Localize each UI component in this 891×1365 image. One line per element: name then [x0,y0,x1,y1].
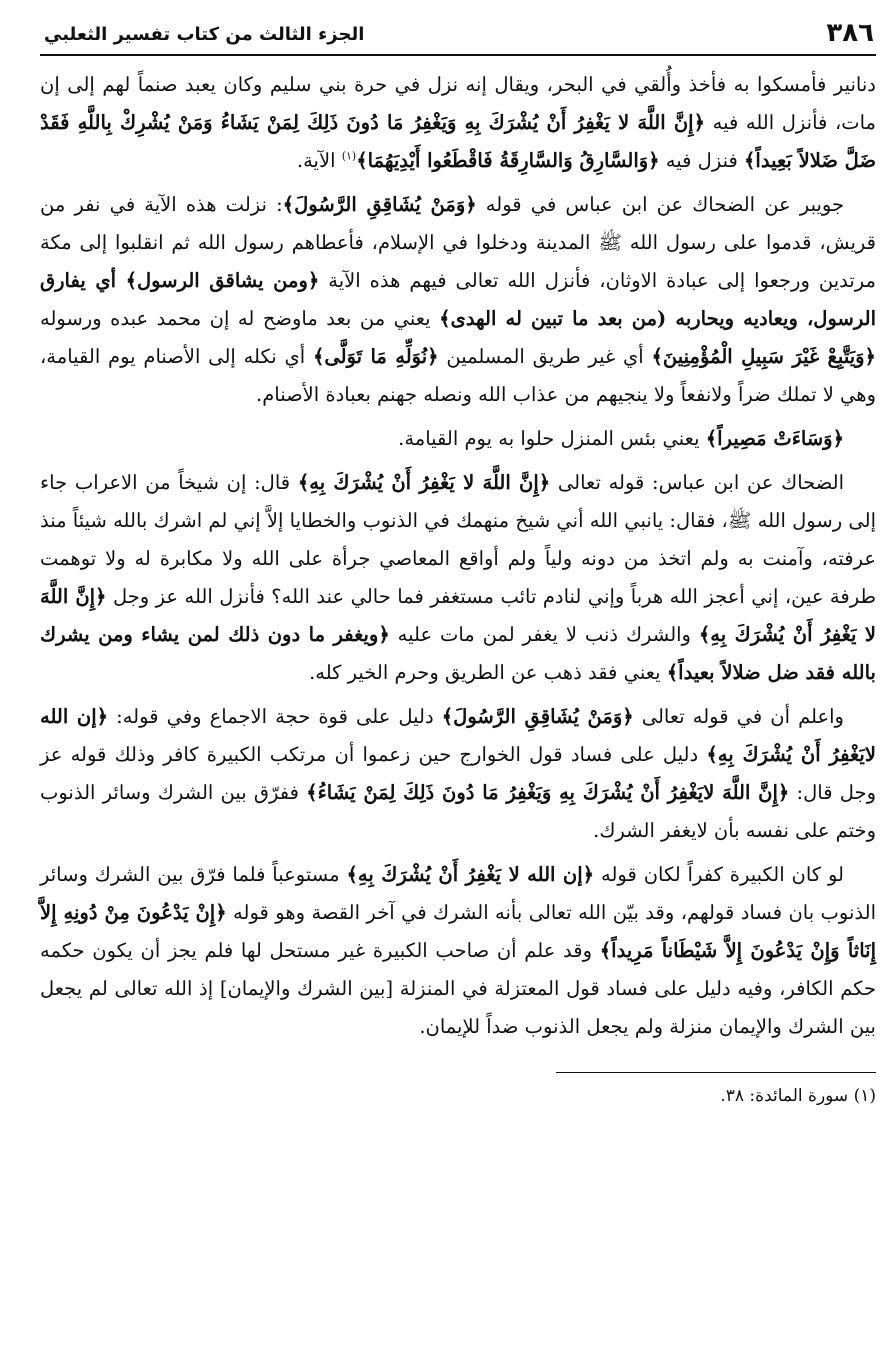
running-title: الجزء الثالث من كتاب تفسير الثعلبي [44,24,365,45]
body-text [40,66,876,1046]
paragraph-3: ﴿وَسَاءَتْ مَصِيراً﴾ يعني بئس المنزل حلوا به يوم القيامة. [398,427,844,450]
quran-verse: ﴿وَيَتَّبِعْ غَيْرَ سَبِيلِ الْمُؤْمِنِينَ﴾ [651,345,876,368]
quran-verse: ﴿إِنَّ اللَّهَ لايَغْفِرُ أَنْ يُشْرَكَ بِهِ وَيَغْفِرُ مَا دُونَ ذَلِكَ لِمَنْ يَشَاءُ﴾ [306,781,790,804]
quran-verse: ﴿إِنَّ اللَّهَ لا يَغْفِرُ أَنْ يُشْرَكَ بِهِ وَيَغْفِرُ مَا دُونَ ذَلِكَ لِمَنْ يَشَاءُ وَمَنْ يُشْرِكْ بِاللَّهِ فَقَدْ ضَلَّ ضَلالاً بَعِيداً﴾ [40,111,876,172]
quran-verse: ﴿إِنْ يَدْعُونَ مِنْ دُونِهِ إِلاَّ إِنَاثاً وَإِنْ يَدْعُونَ إِلاَّ شَيْطَاناً مَرِيداً﴾ [40,901,876,962]
book-page [40,14,876,1109]
paragraph-2: جويبر عن الضحاك عن ابن عباس في قوله ﴿وَمَنْ يُشَاقِقِ الرَّسُولَ﴾: نزلت هذه الآية في نفر من قريش، قدموا على رسول الله ﷺ المدينة ودخلوا في الإسلام، فأعطاهم رسول الله ثم انقلبوا إلى مكة مرتدين ورجعوا إلى عبادة الاوثان، فأنزل الله تعالى فيهم هذه الآية ﴿ومن يشاقق الرسول﴾ أي يفارق الرسول، ويعاديه ويحاربه (من بعد ما تبين له الهدى﴾ يعني من بعد ماوضح له إن محمد عبده ورسوله ﴿وَيَتَّبِعْ غَيْرَ سَبِيلِ الْمُؤْمِنِينَ﴾ أي غير طريق المسلمين ﴿نُوَلِّهِ مَا تَوَلَّى﴾ أي نكله إلى الأصنام يوم القيامة، وهي لا تملك ضراً ولانفعاً ولا ينجيهم من عذاب الله ونصله جهنم بعبادة الأصنام. [40,193,876,406]
quran-verse: ﴿ومن يشاقق الرسول﴾ أي يفارق الرسول، ويعاديه ويحاربه (من بعد ما تبين له الهدى﴾ [40,269,876,330]
paragraph-1: دنانير فأمسكوا به فأخذ وأُلقي في البحر، ويقال إنه نزل في حرة بني سليم وكان يعبد صنماً لهم إلى إن مات، فأنزل الله فيه ﴿إِنَّ اللَّهَ لا يَغْفِرُ أَنْ يُشْرَكَ بِهِ وَيَغْفِرُ مَا دُونَ ذَلِكَ لِمَنْ يَشَاءُ وَمَنْ يُشْرِكْ بِاللَّهِ فَقَدْ ضَلَّ ضَلالاً بَعِيداً﴾ فنزل فيه ﴿وَالسَّارِقُ وَالسَّارِقَةُ فَاقْطَعُوا أَيْدِيَهُمَا﴾$^{(١)}$ الآية. [40,73,876,172]
quran-verse: ﴿وَسَاءَتْ مَصِيراً﴾ [705,427,844,450]
quran-verse: ﴿ويغفر ما دون ذلك لمن يشاء ومن يشرك بالله فقد ضل ضلالاً بعيداً﴾ [40,623,876,684]
footnote-marker[interactable]: (١) [341,149,357,163]
page-number: ٣٨٦ [826,18,874,48]
paragraph-6: لو كان الكبيرة كفراً لكان قوله ﴿إن الله لا يَغْفِرُ أَنْ يُشْرَكَ بِهِ﴾ مستوعباً فلما فرّق بين الشرك وسائر الذنوب بان فساد قولهم، وقد بيّن الله تعالى بأنه الشرك في آخر القصة وهو قوله ﴿إِنْ يَدْعُونَ مِنْ دُونِهِ إِلاَّ إِنَاثاً وَإِنْ يَدْعُونَ إِلاَّ شَيْطَاناً مَرِيداً﴾ وقد علم أن صاحب الكبيرة غير مستحل لها فلم يجز أن يكون حكمه حكم الكافر، وفيه دليل على فساد قول المعتزلة في المنزلة [بين الشرك والإيمان] إذ الله تعالى لم يجعل بين الشرك والإيمان منزلة ولم يجعل الذنوب ضداً للإيمان. [40,863,876,1038]
quran-verse: ﴿إن الله لا يَغْفِرُ أَنْ يُشْرَكَ بِهِ﴾ [346,863,595,886]
paragraph-4: الضحاك عن ابن عباس: قوله تعالى ﴿إِنَّ اللَّهَ لا يَغْفِرُ أَنْ يُشْرَكَ بِهِ﴾ قال: إن شيخاً من الاعراب جاء إلى رسول الله ﷺ، فقال: يانبي الله أني شيخ منهمك في الذنوب والخطايا إلاَّ إني لم اشرك بالله شيئاً منذ عرفته، وآمنت به ولم اتخذ من دونه ولياً ولم أواقع المعاصي جرأة على الله ولا مكابرة له ولا توهمت طرفة عين، إني أعجز الله هرباً وإني لنادم تائب مستغفر فما حالي عند الله؟ فأنزل الله عز وجل ﴿إِنَّ اللَّهَ لا يَغْفِرُ أَنْ يُشْرَكَ بِهِ﴾ والشرك ذنب لا يغفر لمن مات عليه ﴿ويغفر ما دون ذلك لمن يشاء ومن يشرك بالله فقد ضل ضلالاً بعيداً﴾ يعني فقد ذهب عن الطريق وحرم الخير كله. [40,471,876,684]
paragraph-5: واعلم أن في قوله تعالى ﴿وَمَنْ يُشَاقِقِ الرَّسُولَ﴾ دليل على قوة حجة الاجماع وفي قوله: ﴿إن الله لايَغْفِرُ أَنْ يُشْرَكَ بِهِ﴾ دليل على فساد قول الخوارج حين زعموا أن مرتكب الكبيرة كافر وذلك قوله عز وجل قال: ﴿إِنَّ اللَّهَ لايَغْفِرُ أَنْ يُشْرَكَ بِهِ وَيَغْفِرُ مَا دُونَ ذَلِكَ لِمَنْ يَشَاءُ﴾ ففرّق بين الشرك وسائر الذنوب وختم على نفسه بأن لايغفر الشرك. [40,705,876,842]
quran-verse: ﴿إِنَّ اللَّهَ لا يَغْفِرُ أَنْ يُشْرَكَ بِهِ﴾ [297,471,551,494]
quran-verse: ﴿إِنَّ اللَّهَ لا يَغْفِرُ أَنْ يُشْرَكَ بِهِ﴾ [40,585,876,646]
quran-verse: ﴿إن الله لايَغْفِرُ أَنْ يُشْرَكَ بِهِ﴾ [40,705,876,766]
quran-verse: ﴿نُوَلِّهِ مَا تَوَلَّى﴾ [312,345,439,368]
quran-verse: ﴿وَالسَّارِقُ وَالسَّارِقَةُ فَاقْطَعُوا أَيْدِيَهُمَا﴾ [356,149,660,172]
footnote: (١) سورة المائدة: ٣٨. [720,1086,876,1106]
page-header [40,14,876,56]
quran-verse: ﴿وَمَنْ يُشَاقِقِ الرَّسُولَ﴾ [282,193,477,216]
footnote-divider [556,1072,876,1073]
quran-verse: ﴿وَمَنْ يُشَاقِقِ الرَّسُولَ﴾ [441,705,634,728]
